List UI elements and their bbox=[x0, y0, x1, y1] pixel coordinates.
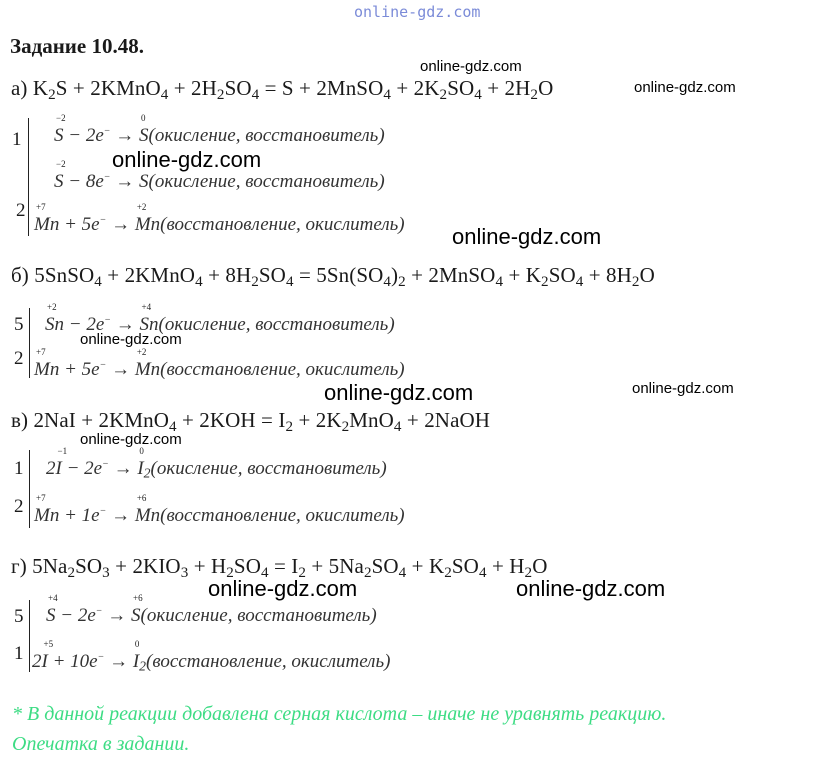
coefficient: 2 bbox=[14, 496, 24, 517]
balance-bar bbox=[29, 600, 30, 672]
equation-d: г) $5Na_2SO_3 + 2KIO_3 + H_2SO_4 = I_2 + 5Na_2SO_4 + K_2SO_4 + H_2O$ bbox=[11, 554, 548, 581]
coefficient: 2 bbox=[14, 348, 24, 369]
watermark: online-gdz.com bbox=[420, 58, 522, 75]
footnote: Опечатка в задании. bbox=[12, 733, 190, 755]
watermark: online-gdz.com bbox=[324, 380, 474, 405]
half-reaction: +7 Mn + 1e− → +6 Mn(восстановление, окислитель) bbox=[34, 493, 405, 526]
equation-b: б) 5SnSO$_4$ + 2KMnO$_4$ + $8H_2SO_4 = 5Sn(SO_4)_2$ + 2MnSO$_4$ + $K_2SO_4 + 8H_2O$ bbox=[11, 263, 655, 290]
equation-c: в) 2NaI + 2KMnO$_4$ + $2KOH = I_2 + 2K_2MnO_4$ + 2NaOH bbox=[11, 408, 491, 435]
watermark: online-gdz.com bbox=[112, 147, 262, 172]
watermark: online-gdz.com bbox=[632, 380, 734, 397]
balance-bar bbox=[29, 450, 30, 528]
half-reaction: −2 S − 8e− → S(окисление, восстановитель) bbox=[54, 159, 385, 192]
half-reaction: +2 Sn − 2e− → +4 Sn(окисление, восстановитель) bbox=[45, 302, 395, 335]
half-reaction: +4 S − 2e− → +6 S(окисление, восстановитель) bbox=[46, 593, 377, 626]
coefficient: 5 bbox=[14, 606, 24, 627]
watermark: online-gdz.com bbox=[80, 431, 182, 448]
half-reaction: 2 −1 I − 2e− → 0 $I_2(окисление$, восстановитель) bbox=[46, 446, 387, 481]
balance-bar bbox=[28, 118, 29, 236]
coefficient: 1 bbox=[14, 458, 24, 479]
task-title: Задание 10.48. bbox=[10, 34, 144, 58]
half-reaction: −2 S − 2e− → 0 S(окисление, восстановитель) bbox=[54, 113, 385, 146]
half-reaction: 2 +5 I + 10e− → 0 $I_2(восстановление$, окислитель) bbox=[32, 639, 391, 674]
equation-a: а) $K_2S$ + 2KMnO$_4$ + $2H_2SO_4 = S$ + 2MnSO$_4$ + $2K_2SO_4 + 2H_2O$ bbox=[11, 76, 554, 103]
watermark: online-gdz.com bbox=[452, 224, 602, 249]
watermark: online-gdz.com bbox=[80, 331, 182, 348]
coefficient: 5 bbox=[14, 314, 24, 335]
half-reaction: +7 Mn + 5e− → +2 Mn(восстановление, окислитель) bbox=[34, 347, 405, 380]
coefficient: 1 bbox=[14, 643, 24, 664]
footnote: * В данной реакции добавлена серная кислота – иначе не уравнять реакцию. bbox=[12, 703, 667, 725]
watermark-top: online-gdz.com bbox=[354, 3, 481, 21]
watermark: online-gdz.com bbox=[208, 576, 358, 601]
watermark: online-gdz.com bbox=[634, 79, 736, 96]
balance-bar bbox=[29, 308, 30, 378]
coefficient: 1 bbox=[12, 129, 22, 150]
watermark: online-gdz.com bbox=[516, 576, 666, 601]
half-reaction: +7 Mn + 5e− → +2 Mn(восстановление, окислитель) bbox=[34, 202, 405, 235]
coefficient: 2 bbox=[16, 200, 26, 221]
